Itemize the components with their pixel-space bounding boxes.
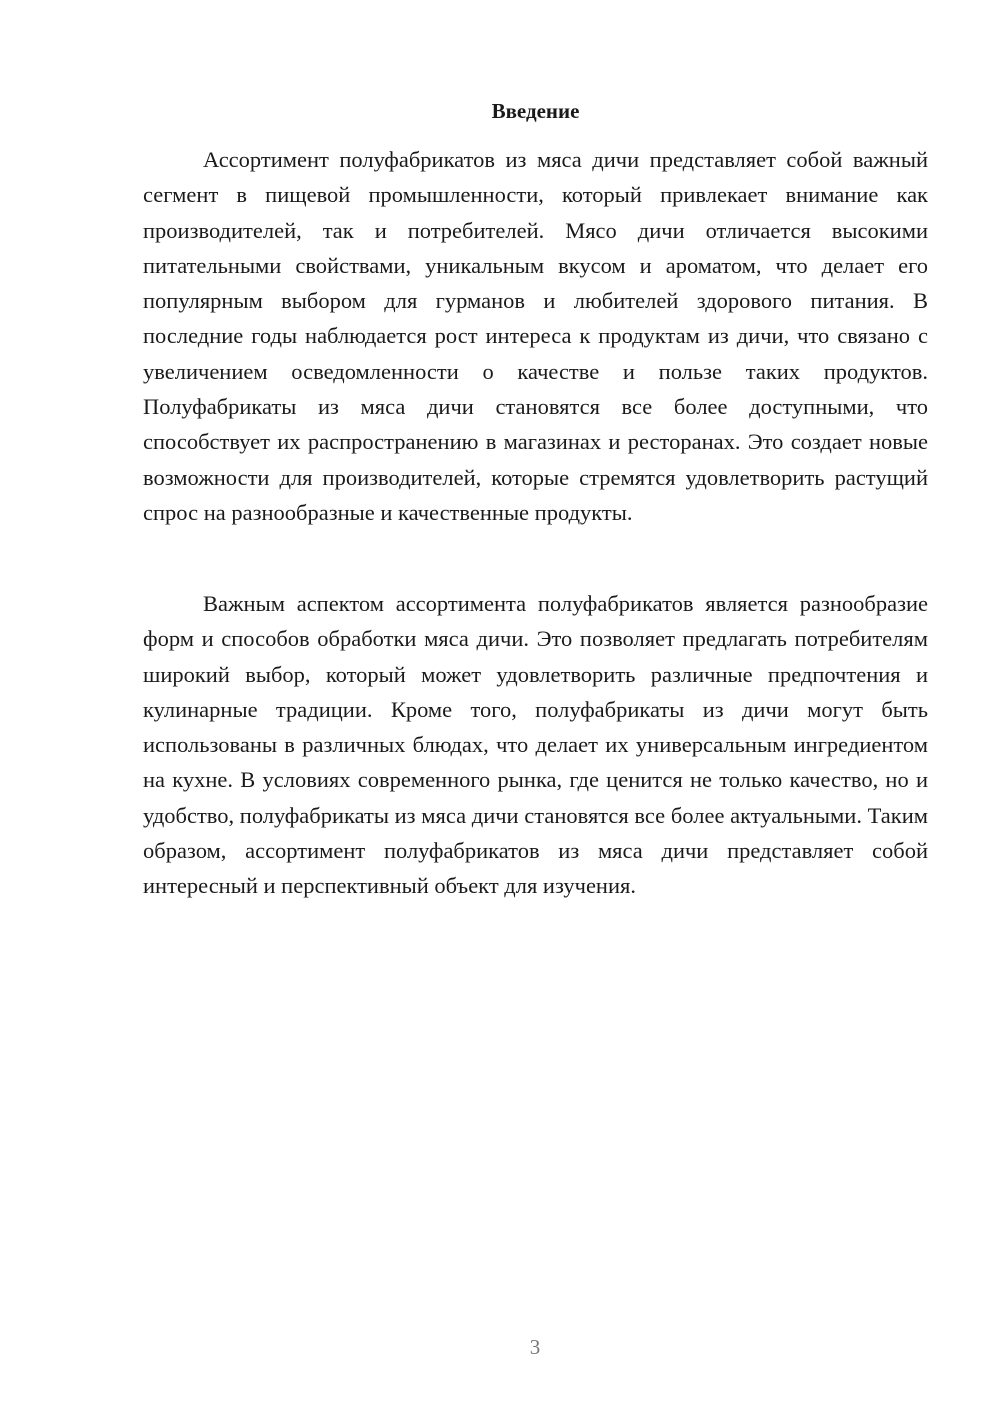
section-heading: Введение [491,99,580,123]
page-number: 3 [529,1335,541,1359]
paragraph-assortment: Важным аспектом ассортимента полуфабрикатов является разнообразие форм и способов обработки мяса дичи. Это позволяет предлагать потребителям широкий выбор, который может удовлетворить различные предпочтения и кулинарные традиции. Кроме того, полуфабрикаты из дичи могут быть использованы в различных блюдах, что делает их универсальным ингредиентом на кухне. В условиях современного рынка, где ценится не только качество, но и удобство, полуфабрикаты из мяса дичи становятся все более актуальными. Таким образом, ассортимент полуфабрикатов из мяса дичи представляет собой интересный и перспективный объект для изучения. [143,591,928,899]
paragraph-intro: Ассортимент полуфабрикатов из мяса дичи представляет собой важный сегмент в пищевой промышленности, который привлекает внимание как производителей, так и потребителей. Мясо дичи отличается высокими питательными свойствами, уникальным вкусом и ароматом, что делает его популярным выбором для гурманов и любителей здорового питания. В последние годы наблюдается рост интереса к продуктам из дичи, что связано с увеличением осведомленности о качестве и пользе таких продуктов. Полуфабрикаты из мяса дичи становятся все более доступными, что способствует их распространению в магазинах и ресторанах. Это создает новые возможности для производителей, которые стремятся удовлетворить растущий спрос на разнообразные и качественные продукты. [143,147,928,525]
